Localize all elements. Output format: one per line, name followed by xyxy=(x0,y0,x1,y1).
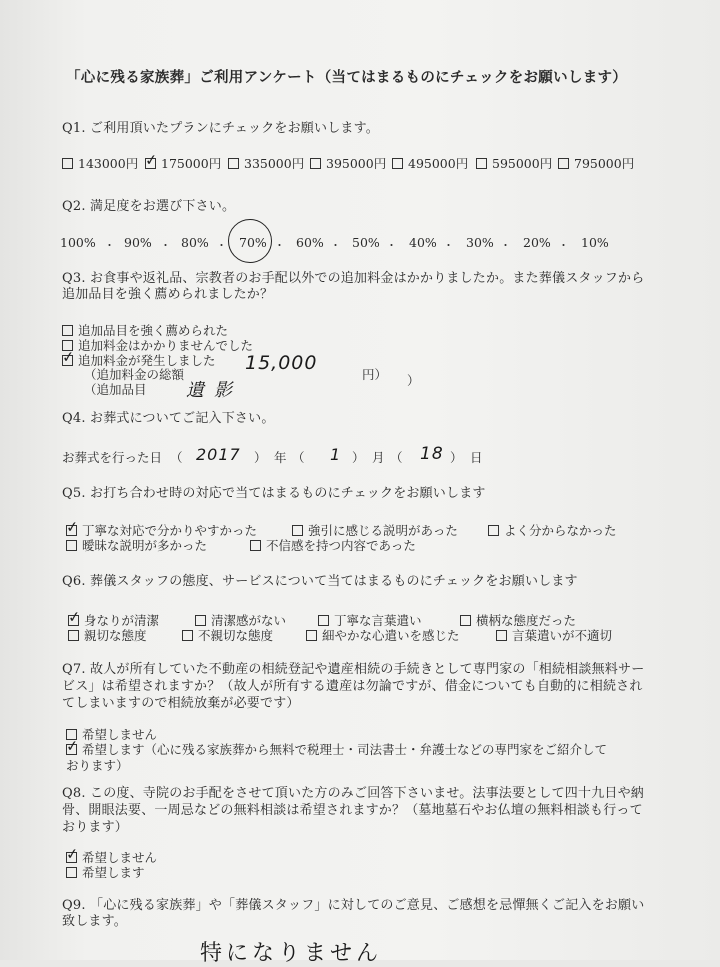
checkbox[interactable] xyxy=(62,158,73,169)
checkbox[interactable] xyxy=(392,158,403,169)
q1-option-395000[interactable]: 395000円 xyxy=(310,156,386,172)
q1-option-143000[interactable]: 143000円 xyxy=(62,156,138,172)
q3-item-label: （追加品目 xyxy=(84,382,147,397)
checkmark-icon: ✓ xyxy=(61,347,76,367)
separator-dot: ・ xyxy=(443,239,454,252)
checkbox[interactable] xyxy=(292,525,303,536)
checkbox[interactable] xyxy=(195,615,206,626)
q4-month-value[interactable]: 1 xyxy=(330,445,342,464)
checkmark-icon: ✓ xyxy=(144,150,159,170)
separator-dot: ・ xyxy=(216,239,227,252)
q7-question-line1: Q7. 故人が所有していた不動産の相続登記や遺産相続の手続きとして専門家の「相続相談無料サー xyxy=(62,662,645,677)
q9-question-line2: 致します。 xyxy=(62,914,127,929)
paren-open: （ xyxy=(170,450,183,465)
checkbox-checked[interactable] xyxy=(67,607,82,627)
q2-option-40[interactable]: 40% xyxy=(409,235,437,250)
q7-question-line2: ビス」は希望されますか？（故人が所有する遺産は勿論ですが、借金についても自動的に相続され xyxy=(62,679,643,694)
q6-option-kind[interactable]: 親切な態度 xyxy=(68,628,147,644)
paren-close: ） xyxy=(450,450,463,465)
q2-option-20[interactable]: 20% xyxy=(523,235,551,250)
paren-close: ） xyxy=(352,450,365,465)
checkmark-icon: ✓ xyxy=(65,844,80,864)
q2-option-60[interactable]: 60% xyxy=(296,235,324,250)
separator-dot: ・ xyxy=(274,239,285,252)
separator-dot: ・ xyxy=(386,239,397,252)
checkbox-checked[interactable] xyxy=(144,150,159,170)
q3-question-line2: 追加品目を強く薦められましたか？ xyxy=(62,287,274,302)
q5-option-distrust[interactable]: 不信感を持つ内容であった xyxy=(250,538,416,554)
q1-option-495000[interactable]: 495000円 xyxy=(392,156,468,172)
q4-year-unit: 年 xyxy=(274,450,287,465)
q2-option-100[interactable]: 100% xyxy=(60,235,96,250)
survey-title: 「心に残る家族葬」ご利用アンケート（当てはまるものにチェックをお願いします） xyxy=(66,69,628,86)
q5-option-vague[interactable]: 曖昧な説明が多かった xyxy=(66,538,207,554)
q1-option-795000[interactable]: 795000円 xyxy=(558,156,634,172)
paren-close: ） xyxy=(254,450,267,465)
checkbox[interactable] xyxy=(558,158,569,169)
q1-question: Q1. ご利用頂いたプランにチェックをお願いします。 xyxy=(62,121,379,136)
q6-option-unclean[interactable]: 清潔感がない xyxy=(195,613,286,629)
q6-option-polite[interactable]: 丁寧な言葉遣い xyxy=(318,613,422,629)
q4-month-unit: 月 xyxy=(372,450,385,465)
q6-option-clean[interactable]: ✓ 身なりが清潔 xyxy=(67,607,160,628)
separator-dot: ・ xyxy=(500,239,511,252)
checkmark-icon: ✓ xyxy=(65,736,80,756)
q4-day-unit: 日 xyxy=(470,450,483,465)
checkbox[interactable] xyxy=(306,630,317,641)
checkbox[interactable] xyxy=(496,630,507,641)
checkbox[interactable] xyxy=(62,325,73,336)
q3-option-no-charge[interactable]: 追加料金はかかりませんでした xyxy=(62,338,253,354)
checkbox-checked[interactable] xyxy=(65,736,80,756)
checkbox[interactable] xyxy=(318,615,329,626)
q2-option-50[interactable]: 50% xyxy=(352,235,380,250)
q6-question: Q6. 葬儀スタッフの態度、サービスについて当てはまるものにチェックをお願いします xyxy=(62,574,578,589)
q4-day-value[interactable]: 18 xyxy=(420,444,444,464)
checkmark-icon: ✓ xyxy=(65,517,80,537)
checkbox[interactable] xyxy=(66,867,77,878)
q8-question-line2: 骨、開眼法要、一周忌などの無料相談は希望されますか？（墓地墓石やお仏壇の無料相談も行って xyxy=(62,803,643,818)
q3-item-close: ） xyxy=(407,373,420,388)
q3-item-value[interactable]: 遺影 xyxy=(186,380,242,401)
q8-option-yes[interactable]: 希望します xyxy=(66,865,145,881)
checkbox-checked[interactable] xyxy=(65,844,80,864)
checkbox[interactable] xyxy=(68,630,79,641)
paren-open: （ xyxy=(390,450,403,465)
q5-option-pushy[interactable]: 強引に感じる説明があった xyxy=(292,523,458,539)
checkmark-icon: ✓ xyxy=(67,607,82,627)
q3-total-value[interactable]: 15,000 xyxy=(245,352,318,374)
checkbox-checked[interactable] xyxy=(65,517,80,537)
q6-option-improper[interactable]: 言葉遣いが不適切 xyxy=(496,628,612,644)
checkbox[interactable] xyxy=(488,525,499,536)
q8-question-line1: Q8. この度、寺院のお手配をさせて頂いた方のみご回答下さいませ。法事法要として四十九日や納 xyxy=(62,786,645,801)
q6-option-attentive[interactable]: 細やかな心遣いを感じた xyxy=(306,628,460,644)
q4-question: Q4. お葬式についてご記入下さい。 xyxy=(62,411,275,426)
separator-dot: ・ xyxy=(330,239,341,252)
q6-option-arrogant[interactable]: 横柄な態度だった xyxy=(460,613,576,629)
q3-option-charged[interactable]: ✓ 追加料金が発生しました xyxy=(61,347,216,368)
q1-option-175000[interactable]: ✓ 175000円 xyxy=(144,150,222,171)
q8-option-no[interactable]: ✓ 希望しません xyxy=(65,844,158,865)
q4-date-label: お葬式を行った日 xyxy=(62,450,163,465)
q1-option-595000[interactable]: 595000円 xyxy=(476,156,552,172)
q7-option-no[interactable]: 希望しません xyxy=(66,727,157,743)
separator-dot: ・ xyxy=(104,239,115,252)
checkbox[interactable] xyxy=(460,615,471,626)
q5-option-clear[interactable]: ✓ 丁寧な対応で分かりやすかった xyxy=(65,517,258,538)
q7-question-line3: てしまいますので相続放棄が必要です） xyxy=(62,696,300,711)
q7-option-yes-continuation: おります） xyxy=(66,758,129,773)
q2-option-30[interactable]: 30% xyxy=(466,235,494,250)
q3-option-recommended[interactable]: 追加品目を強く薦められた xyxy=(62,323,228,339)
q3-question-line1: Q3. お食事や返礼品、宗教者のお手配以外での追加料金はかかりましたか。また葬儀スタッフから xyxy=(62,271,645,286)
q5-option-unclear[interactable]: よく分からなかった xyxy=(488,523,617,539)
checkbox[interactable] xyxy=(250,540,261,551)
checkbox[interactable] xyxy=(66,540,77,551)
checkbox[interactable] xyxy=(310,158,321,169)
selection-circle xyxy=(228,219,272,263)
paren-open: （ xyxy=(292,450,305,465)
q2-question: Q2. 満足度をお選び下さい。 xyxy=(62,199,236,214)
q6-option-unkind[interactable]: 不親切な態度 xyxy=(182,628,273,644)
q1-option-335000[interactable]: 335000円 xyxy=(228,156,304,172)
q7-option-yes[interactable]: ✓ 希望します（心に残る家族葬から無料で税理士・司法書士・弁護士などの専門家をご紹介して xyxy=(65,736,608,757)
q9-answer[interactable]: 特になりません xyxy=(200,941,383,966)
separator-dot: ・ xyxy=(558,239,569,252)
q8-question-line3: おります） xyxy=(62,820,129,835)
checkbox[interactable] xyxy=(228,158,239,169)
q5-question: Q5. お打ち合わせ時の対応で当てはまるものにチェックをお願いします xyxy=(62,486,486,501)
checkbox[interactable] xyxy=(182,630,193,641)
q2-option-70[interactable]: 70% xyxy=(239,235,267,250)
q2-option-10[interactable]: 10% xyxy=(581,235,609,250)
checkbox[interactable] xyxy=(476,158,487,169)
q9-question-line1: Q9. 「心に残る家族葬」や「葬儀スタッフ」に対してのご意見、ご感想を忌憚無くご記入をお願い xyxy=(62,898,645,913)
checkbox-checked[interactable] xyxy=(61,347,76,367)
q4-year-value[interactable]: 2017 xyxy=(196,445,241,464)
q2-option-80[interactable]: 80% xyxy=(181,235,209,250)
q3-total-label: （追加料金の総額 xyxy=(84,367,185,382)
q2-option-90[interactable]: 90% xyxy=(124,235,152,250)
separator-dot: ・ xyxy=(160,239,171,252)
q3-total-unit: 円） xyxy=(362,367,388,382)
